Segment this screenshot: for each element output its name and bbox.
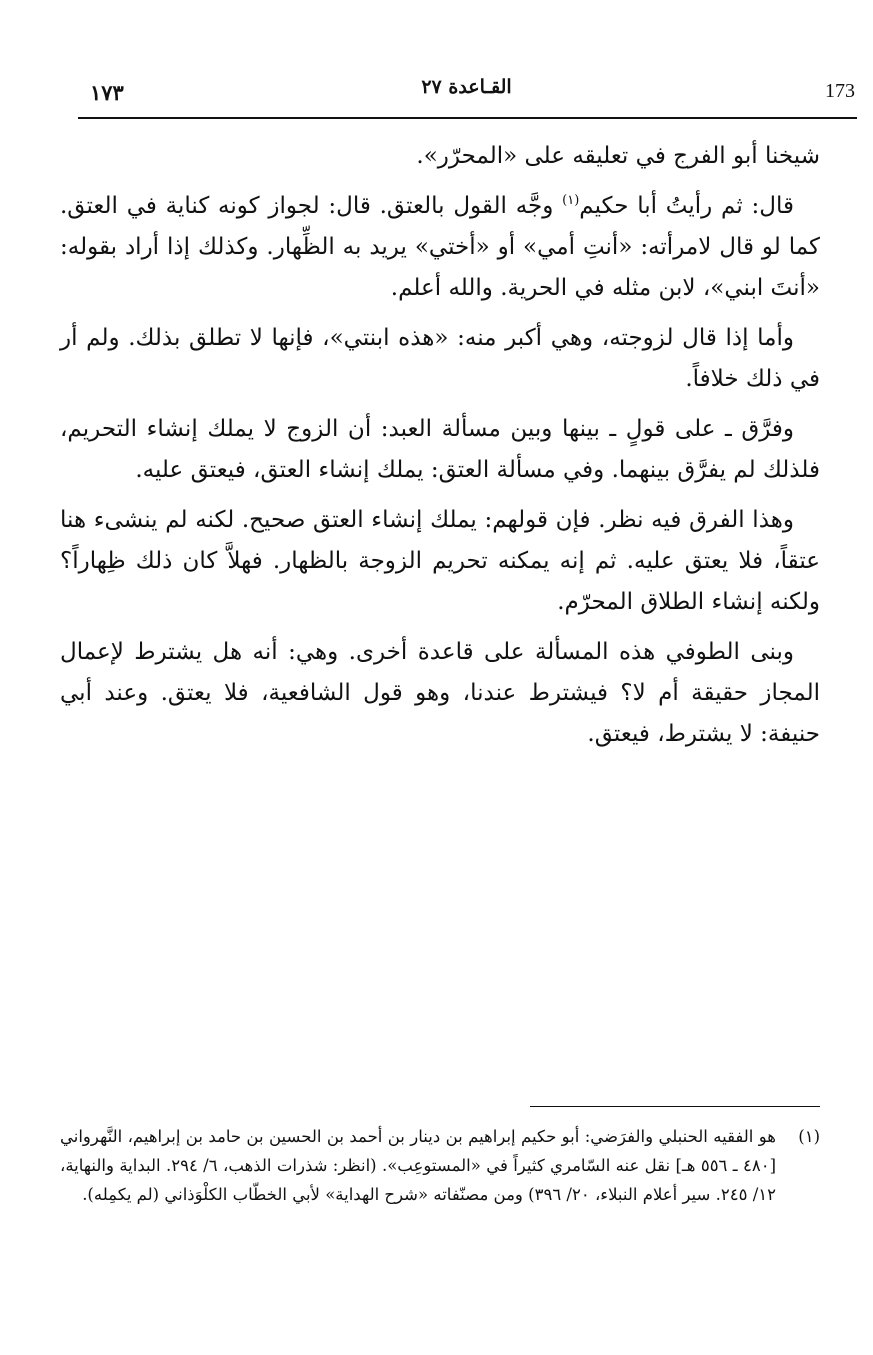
paragraph: وأما إذا قال لزوجته، وهي أكبر منه: «هذه ابنتي»، فإنها لا تطلق بذلك. ولم أر في ذلك خلافاً. [60,325,820,392]
page-number-arabic: ١٧٣ [90,80,124,105]
page-header [78,72,855,116]
paragraph: وبنى الطوفي هذه المسألة على قاعدة أخرى. وهي: أنه هل يشترط لإعمال المجاز حقيقة أم لا؟ فيشترط عندنا، وهو قول الشافعية، فلا يعتق. وعند أبي حنيفة: لا يشترط، فيعتق. [60,639,820,747]
paragraph: وهذا الفرق فيه نظر. فإن قولهم: يملك إنشاء العتق صحيح. لكنه لم ينشىء هنا عتقاً، فلا يعتق عليه. ثم إنه يمكنه تحريم الزوجة بالظهار. فهلاَّ كان ذلك ظِهاراً؟ ولكنه إنشاء الطلاق المحرّم. [60,507,820,615]
paragraph: شيخنا أبو الفرج في تعليقه على «المحرّر». [416,143,820,169]
footnote-reference[interactable]: (١) [562,193,580,208]
paragraph [60,186,820,309]
paragraph: وفرَّق ـ على قولٍ ـ بينها وبين مسألة العبد: أن الزوج لا يملك إنشاء التحريم، فلذلك لم يفرَّق بينهما. وفي مسألة العتق: يملك إنشاء العتق، فيعتق عليه. [60,416,820,483]
page-number-latin: 173 [825,80,855,102]
footnotes-section [60,1122,820,1209]
footnote-divider [530,1106,820,1107]
footnote [60,1122,820,1209]
footnote-number: (١) [798,1127,820,1146]
paragraph-text: قال: ثم رأيتُ أبا حكيم [579,193,794,219]
paragraph-text: وجَّه القول بالعتق. قال: لجواز كونه كناية في العتق. كما لو قال لامرأته: «أنتِ أمي» أو «أختي» يريد به الظِّهار. وكذلك إذا أراد بقوله: «أنتَ ابني»، لابن مثله في الحرية. والله أعلم. [60,193,820,301]
footnote-text: هو الفقيه الحنبلي والفرَضي: أبو حكيم إبراهيم بن دينار بن أحمد بن الحسين بن حامد بن إبراهيم، النَّهرواني [٤٨٠ ـ ٥٥٦ هـ] نقل عنه السّامري كثيراً في «المستوعِب». (انظر: شذرات الذهب، ٦/ ٢٩٤. البداية والنهاية، ١٢/ ٢٤٥. سير أعلام النبلاء، ٢٠/ ٣٩٦) ومن مصنّفاته «شرح الهداية» لأبي الخطّاب الكلْوَذاني (لم يكمِله). [60,1127,777,1204]
main-text [60,136,820,764]
header-divider [78,117,857,119]
running-title: القـاعدة ٢٧ [421,76,512,98]
